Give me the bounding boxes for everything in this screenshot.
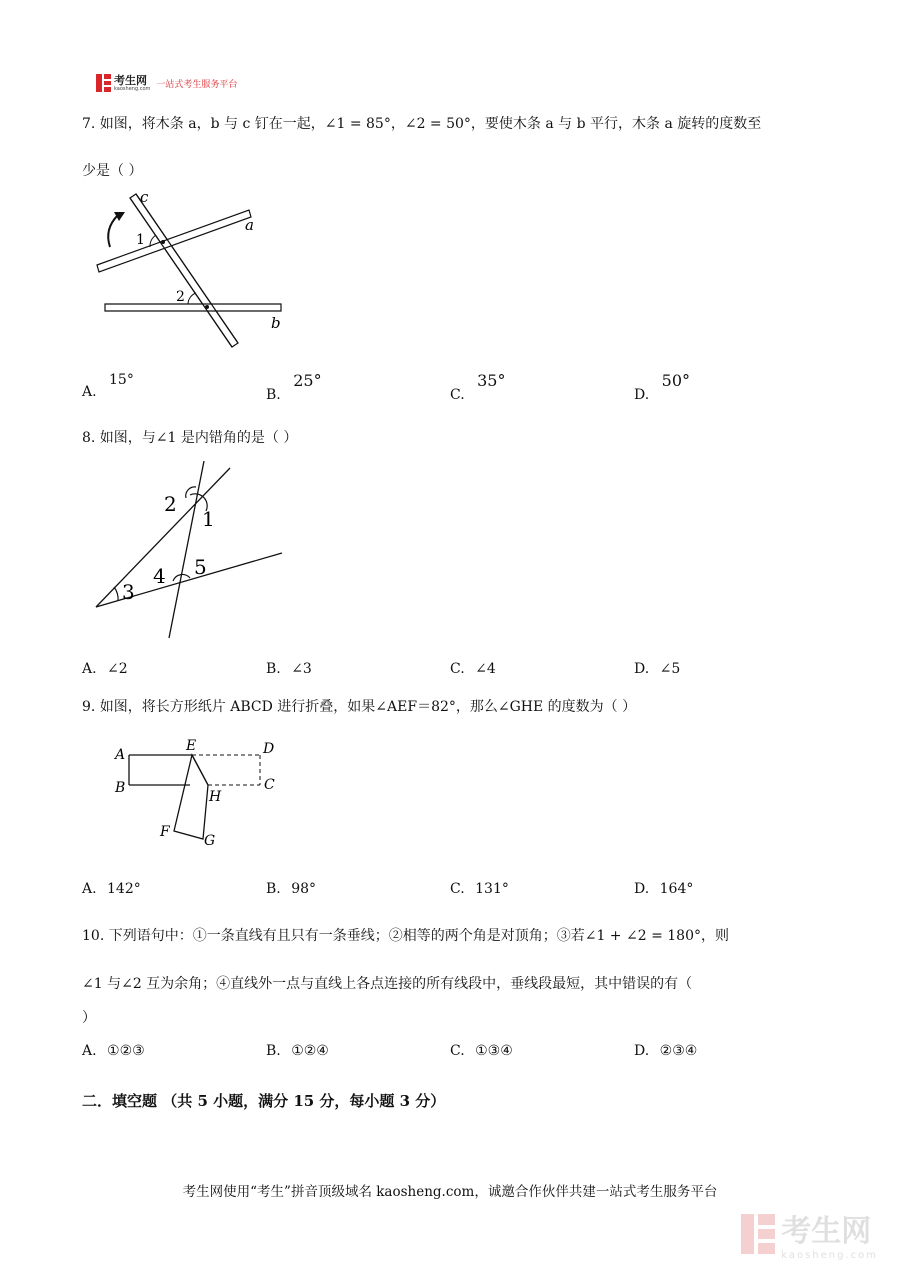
option-letter: C. [450, 661, 465, 677]
label-3: 3 [122, 580, 135, 604]
option-letter: C. [450, 881, 465, 897]
option-letter: C. [450, 1043, 465, 1059]
q9-stem: 9. 如图，将长方形纸片 ABCD 进行折叠，如果∠AEF＝82°，那么∠GHE 的度数为（ ） [82, 699, 637, 715]
q8-option-c[interactable] [450, 661, 496, 677]
option-value: 164° [659, 881, 694, 897]
q10-option-d[interactable] [634, 1043, 697, 1059]
watermark-name: 考生网 [781, 1214, 872, 1249]
option-value: 50° [661, 371, 690, 390]
option-value: ∠5 [659, 661, 681, 677]
q7-option-b[interactable] [266, 371, 322, 403]
option-letter: A. [82, 661, 97, 677]
option-value: 15° [109, 372, 134, 388]
footer-text: 考生网使用“考生”拼音顶级域名 kaosheng.com，诚邀合作伙伴共建一站式考生服务平台 [182, 1184, 718, 1200]
label-C: C [264, 777, 275, 793]
logo-icon [96, 74, 111, 92]
option-value: ∠4 [475, 661, 496, 677]
label-D: D [263, 741, 275, 757]
angle-2-arc [186, 487, 196, 498]
label-F: F [160, 824, 170, 840]
q9-option-d[interactable] [634, 881, 693, 897]
option-value: 25° [293, 371, 322, 390]
angle-3-arc [114, 587, 118, 601]
label-a: a [245, 216, 254, 234]
q8-figure [80, 455, 300, 645]
nail-2 [205, 305, 209, 309]
q9-option-b[interactable] [266, 881, 316, 897]
brand-slogan: 一站式考生服务平台 [156, 79, 238, 90]
q9-option-a[interactable] [82, 881, 141, 897]
q7-stem-line1: 7. 如图，将木条 a，b 与 c 钉在一起，∠1 = 85°，∠2 = 50°，要使木条 a 与 b 平行，木条 a 旋转的度数至 [82, 116, 762, 132]
label-1: 1 [136, 232, 145, 248]
option-letter: D. [634, 881, 650, 897]
option-value: ②③④ [659, 1043, 698, 1059]
label-H: H [209, 789, 222, 805]
q10-stem-line2: ∠1 与∠2 互为余角；④直线外一点与直线上各点连接的所有线段中，垂线段最短，其中错误的有（ [82, 976, 693, 992]
q7-option-a[interactable] [82, 372, 134, 400]
option-value: 35° [477, 371, 506, 390]
label-b: b [271, 314, 281, 332]
q7-stem-line2: 少是（ ） [82, 163, 143, 179]
q8-stem: 8. 如图，与∠1 是内错角的是（ ） [82, 430, 298, 446]
option-letter: A. [82, 881, 97, 897]
q7-figure [70, 185, 310, 355]
option-letter: B. [266, 387, 281, 403]
label-E: E [186, 738, 197, 754]
option-value: 142° [107, 881, 141, 897]
q9-figure [110, 735, 290, 855]
folded-flap [174, 755, 208, 839]
q8-option-d[interactable] [634, 661, 680, 677]
label-2: 2 [164, 492, 177, 516]
line-transversal [169, 461, 204, 638]
label-c: c [140, 188, 149, 206]
brand-logo [96, 72, 237, 94]
label-1: 1 [202, 507, 215, 531]
option-letter: D. [634, 387, 650, 403]
option-letter: C. [450, 387, 465, 403]
q10-stem-line1: 10. 下列语句中：①一条直线有且只有一条垂线；②相等的两个角是对顶角；③若∠1 + ∠2 = 180°，则 [82, 928, 729, 944]
watermark-domain: kaosheng.com [781, 1250, 878, 1261]
brand-domain: kaosheng.com [114, 85, 151, 92]
label-G: G [204, 833, 216, 849]
angle-2-arc [188, 293, 196, 304]
label-5: 5 [194, 555, 207, 579]
q10-option-c[interactable] [450, 1043, 513, 1059]
stick-b [105, 304, 281, 311]
label-2: 2 [176, 289, 185, 305]
label-4: 4 [153, 564, 166, 588]
q8-option-a[interactable] [82, 661, 128, 677]
label-B: B [115, 780, 126, 796]
section-heading: 二．填空题 （共 5 小题，满分 15 分，每小题 3 分） [82, 1092, 446, 1110]
option-value: 98° [291, 881, 317, 897]
option-letter: B. [266, 881, 281, 897]
q10-stem-line3: ） [82, 1010, 96, 1026]
nail-1 [161, 240, 165, 244]
rotation-arrow [108, 215, 118, 247]
q7-option-c[interactable] [450, 371, 506, 403]
option-letter: A. [82, 384, 97, 400]
option-value: ①③④ [475, 1043, 513, 1059]
option-value: ①②④ [291, 1043, 329, 1059]
stick-c [130, 194, 238, 347]
q9-option-c[interactable] [450, 881, 509, 897]
option-value: 131° [475, 881, 509, 897]
option-value: ∠2 [107, 661, 128, 677]
q10-option-a[interactable] [82, 1043, 145, 1059]
option-letter: B. [266, 661, 281, 677]
brand-name: 考生网 [114, 73, 147, 87]
watermark-icon [741, 1214, 775, 1254]
option-letter: D. [634, 661, 650, 677]
option-letter: D. [634, 1043, 650, 1059]
label-A: A [115, 747, 126, 763]
option-value: ∠3 [291, 661, 312, 677]
option-letter: A. [82, 1043, 97, 1059]
option-value: ①②③ [107, 1043, 145, 1059]
q7-option-d[interactable] [634, 371, 690, 403]
option-letter: B. [266, 1043, 281, 1059]
q8-option-b[interactable] [266, 661, 312, 677]
watermark-logo [741, 1206, 878, 1261]
q10-option-b[interactable] [266, 1043, 329, 1059]
